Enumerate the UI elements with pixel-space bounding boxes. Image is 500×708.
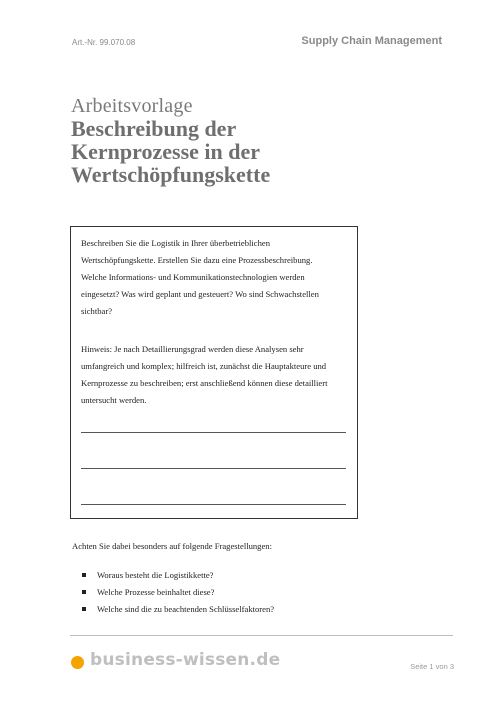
bullet-icon	[82, 573, 86, 577]
logo: business-wissen.de	[90, 650, 281, 670]
answer-line[interactable]	[81, 468, 346, 469]
answer-line[interactable]	[81, 504, 346, 505]
bullet-icon	[82, 607, 86, 611]
task-text	[81, 235, 349, 320]
questions-intro: Achten Sie dabei besonders auf folgende Fragestellungen:	[72, 541, 272, 551]
task-box	[70, 226, 358, 519]
title-line: Wertschöpfungskette	[71, 162, 271, 187]
logo-dot-icon	[71, 656, 84, 669]
text-line: umfangreich und komplex; hilfreich ist, zunächst die Hauptakteure und	[81, 361, 327, 371]
text-line: Hinweis: Je nach Detaillierungsgrad werden diese Analysen sehr	[81, 344, 304, 354]
hint-text	[81, 341, 349, 409]
document-subtitle: Arbeitsvorlage	[71, 95, 193, 117]
text-line: Welche Informations- und Kommunikationstechnologien werden	[81, 272, 305, 282]
category-label: Supply Chain Management	[301, 35, 442, 47]
title-line: Beschreibung der	[71, 116, 237, 141]
text-line: Beschreiben Sie die Logistik in Ihrer überbetrieblichen	[81, 238, 270, 248]
text-line: untersucht werden.	[81, 395, 147, 405]
title-line: Kernprozesse in der	[71, 139, 261, 164]
question-text: Welche Prozesse beinhaltet diese?	[97, 587, 215, 597]
footer-divider	[70, 635, 453, 636]
text-line: sichtbar?	[81, 306, 113, 316]
article-number: Art.-Nr. 99.070.08	[72, 38, 136, 47]
text-line: Kernprozesse zu beschreiben; erst anschließend können diese detailliert	[81, 378, 328, 388]
text-line: Wertschöpfungskette. Erstellen Sie dazu eine Prozessbeschreibung.	[81, 255, 313, 265]
question-text: Welche sind die zu beachtenden Schlüsselfaktoren?	[97, 604, 275, 614]
question-list	[82, 567, 274, 618]
list-item	[82, 584, 274, 601]
list-item	[82, 567, 274, 584]
bullet-icon	[82, 590, 86, 594]
document-title	[71, 117, 431, 186]
page-number: Seite 1 von 3	[410, 662, 454, 671]
answer-line[interactable]	[81, 432, 346, 433]
question-text: Woraus besteht die Logistikkette?	[97, 570, 214, 580]
list-item	[82, 601, 274, 618]
text-line: eingesetzt? Was wird geplant und gesteuert? Wo sind Schwachstellen	[81, 289, 319, 299]
